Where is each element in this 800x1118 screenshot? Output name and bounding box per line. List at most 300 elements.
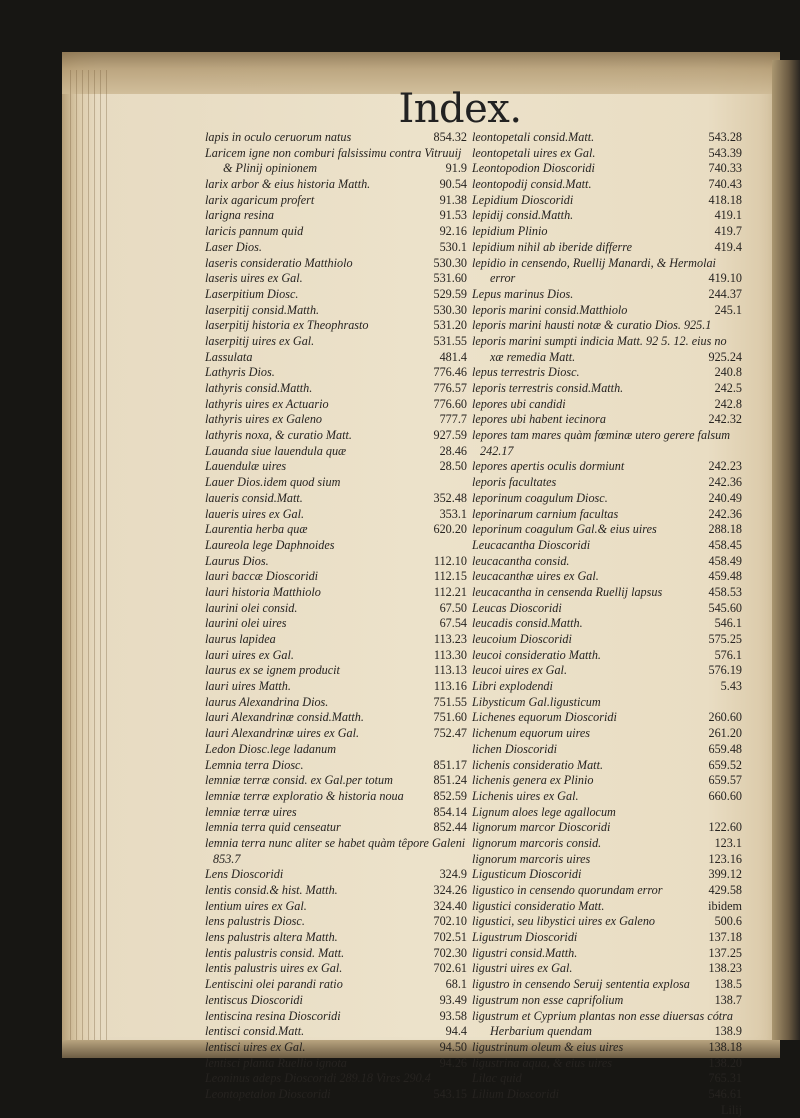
index-entry [472,224,742,240]
index-term: ligustici, seu libystici uires ex Galeno [472,914,656,929]
index-entry [472,663,742,679]
index-entry [472,428,742,444]
index-page-ref: 458.45 [708,537,742,552]
index-term: lemniæ terræ consid. ex Gal.per totum [205,773,393,788]
index-term: Lichenis uires ex Gal. [472,788,579,803]
index-entry [205,507,467,523]
index-page-ref: 543.15 [433,1086,467,1101]
index-page-ref: 93.49 [439,992,467,1007]
index-page-ref: 500.6 [714,914,742,929]
index-entry [205,789,467,805]
index-entry [205,773,467,789]
index-page-ref: 242.5 [714,381,742,395]
index-page-ref: 530.30 [433,255,467,270]
index-entry [205,459,467,475]
index-entry [205,1040,467,1056]
index-entry [205,679,467,695]
index-entry [205,318,467,334]
index-term: lathyris uires ex Galeno [205,412,323,427]
index-entry [205,648,467,664]
index-page-ref: 112.21 [433,584,467,599]
index-term: laurus lapidea [205,632,276,646]
index-term: Lemnia terra Diosc. [205,757,304,772]
index-term: laurini olei uires [205,616,287,631]
index-entry [472,350,742,366]
index-entry [472,632,742,648]
index-entry [472,334,742,350]
index-term: lentis palustris uires ex Gal. [205,961,343,976]
index-page-ref: 419.10 [708,271,742,286]
index-term: laurus ex se ignem producit [205,663,340,678]
index-term: Laurus Dios. [205,553,269,568]
index-entry [472,287,742,303]
index-term: laricis pannum quid [205,224,304,239]
index-page-ref: 324.40 [433,898,467,913]
index-term: lauri historia Matthiolo [205,584,321,599]
index-entry [472,177,742,193]
index-page-ref: 702.10 [433,914,467,929]
index-term: Lepidium Dioscoridi [472,192,574,207]
index-page-ref: 242.8 [714,396,742,411]
index-entry [472,914,742,930]
index-term: Leontopetalon Dioscoridi [205,1086,331,1101]
index-page-ref: 240.8 [714,365,742,380]
index-term: leucacantha in censenda Ruellij lapsus [472,584,663,599]
index-page-ref: 776.60 [433,396,467,411]
index-page-ref: 113.30 [433,647,467,662]
index-entry [472,1009,742,1025]
index-entry [472,412,742,428]
index-term: larix arbor & eius historia Matth. [205,177,371,192]
index-page-ref: 702.61 [433,961,467,976]
index-term: lignorum marcoris consid. [472,835,602,850]
index-page-ref: 740.33 [708,161,742,176]
index-page-ref: Lilij [721,1102,742,1117]
index-term: laserpitij consid.Matth. [205,302,320,317]
index-term: Leontopodion Dioscoridi [472,161,595,176]
index-entry [472,1056,742,1072]
index-page-ref: 67.54 [439,616,467,631]
index-entry [205,961,467,977]
index-entry [472,491,742,507]
index-term: Libri explodendi [472,679,553,694]
index-entry [472,789,742,805]
index-page-ref: 138.5 [714,977,742,992]
index-term: ligustico in censendo quorundam error [472,883,663,897]
index-page-ref: 751.55 [433,694,467,709]
index-entry [205,820,467,836]
index-entry [205,867,467,883]
index-page-ref: 419.1 [714,208,742,223]
index-page-ref: 852.44 [433,820,467,835]
index-page-ref: 91.9 [445,161,467,176]
index-term: ligustro in censendo Seruij sententia explosa [472,977,690,992]
index-page-ref: 113.23 [433,632,467,646]
index-term: laueris uires ex Gal. [205,506,305,521]
index-term: lentisci planta Ruellio ignota [205,1055,347,1070]
index-page-ref: 927.59 [433,428,467,443]
index-page-ref: 702.30 [433,945,467,960]
index-page-ref: 288.18 [708,522,742,537]
index-entry [205,256,467,272]
index-entry [472,569,742,585]
index-page-ref: 242.23 [708,459,742,474]
index-term: lemnia terra quid censeatur [205,820,341,835]
index-page-ref: 90.54 [439,177,467,192]
index-term: leporis terrestris consid.Matth. [472,381,624,395]
index-term: lichenis consideratio Matt. [472,757,603,772]
index-term: leontopodij consid.Matt. [472,177,592,192]
index-entry [205,161,467,177]
index-page-ref: 546.61 [708,1086,742,1101]
index-entry [205,475,467,491]
index-term: lemniæ terræ uires [205,804,297,819]
index-entry [472,271,742,287]
index-entry [472,946,742,962]
index-term: Ligustrum Dioscoridi [472,930,578,945]
index-entry [472,444,742,460]
index-term: Lentiscini olei parandi ratio [205,977,343,992]
index-term: larix agaricum profert [205,192,315,207]
index-entry [205,130,467,146]
index-page-ref: 765.31 [708,1071,742,1086]
index-term: lentisci consid.Matt. [205,1024,305,1039]
index-term: lemnia terra nunc aliter se habet quàm têpore Galeni [205,835,466,850]
index-entry [472,522,742,538]
index-term: Lathyris Dios. [205,365,275,380]
index-entry [205,522,467,538]
index-page-ref: 530.30 [433,302,467,317]
index-page-ref: 138.18 [708,1039,742,1054]
index-column-right [472,130,742,1118]
index-page-ref: 576.19 [708,663,742,678]
index-page-ref: 481.4 [439,349,467,364]
index-term: leucoi consideratio Matth. [472,647,601,662]
index-page-ref: 419.4 [714,239,742,254]
index-term: Lepus marinus Dios. [472,286,574,301]
index-entry [205,381,467,397]
index-term: leporis facultates [472,475,557,490]
index-entry [472,899,742,915]
index-page-ref: 138.20 [708,1055,742,1070]
index-entry [205,491,467,507]
index-term: lepores ubi habent iecinora [472,412,606,427]
index-term: Laureola lege Daphnoides [205,537,335,552]
index-term: laseris consideratio Matthiolo [205,255,353,270]
index-term: lichenum equorum uires [472,726,591,741]
index-term: lentis consid.& hist. Matth. [205,883,338,897]
index-entry [205,538,467,554]
index-page-ref: 852.59 [433,788,467,803]
index-term: lepores ubi candidi [472,396,566,411]
index-page-ref: 261.20 [708,726,742,741]
index-entry [205,695,467,711]
index-entry [472,679,742,695]
index-entry [472,381,742,397]
index-entry [205,350,467,366]
index-term: lauri Alexandrinæ consid.Matth. [205,710,364,725]
index-page-ref: 660.60 [708,788,742,803]
index-page-ref: 777.7 [439,412,467,427]
index-page-ref: 459.48 [708,569,742,584]
index-entry [472,240,742,256]
index-entry [472,852,742,868]
index-page-ref: 353.1 [439,506,467,521]
index-term: leporinum coagulum Gal.& eius uires [472,522,657,537]
index-page-ref: 28.50 [439,459,467,474]
index-page-ref: 91.53 [439,208,467,223]
index-term: lentiscina resina Dioscoridi [205,1008,341,1023]
index-term: leucacantha consid. [472,553,570,568]
index-page-ref: 751.60 [433,710,467,725]
index-entry [205,977,467,993]
index-entry [472,318,742,334]
index-page-ref: 531.60 [433,271,467,286]
index-term: lepidij consid.Matth. [472,208,574,223]
index-term: leontopetali consid.Matt. [472,130,595,144]
index-page-ref: 851.17 [433,757,467,772]
index-page-ref: 575.25 [708,632,742,646]
index-term: ligustici consideratio Matt. [472,898,605,913]
index-page-ref: 399.12 [708,867,742,882]
index-page-ref: 776.46 [433,365,467,380]
index-page-ref: 776.57 [433,381,467,395]
index-entry [205,993,467,1009]
index-term: laurus Alexandrina Dios. [205,694,329,709]
index-term: lauri uires Matth. [205,679,291,694]
index-page-ref: 92.16 [439,224,467,239]
index-entry [472,554,742,570]
index-entry [205,271,467,287]
index-term: ligustrina aqua, & eius uires [472,1055,613,1070]
index-term: Lignum aloes lege agallocum [472,804,616,819]
index-page-ref: 240.49 [708,490,742,505]
index-page-ref: 659.57 [708,773,742,788]
index-term: Lichenes equorum Dioscoridi [472,710,617,725]
index-entry [472,1040,742,1056]
index-page-ref: 137.25 [708,945,742,960]
index-page-ref: 854.14 [433,804,467,819]
index-term: leporinum coagulum Diosc. [472,490,608,505]
index-entry [472,1071,742,1087]
index-entry [472,161,742,177]
index-page-ref: 324.9 [439,867,467,882]
index-term: ligustrum et Cyprium plantas non esse diuersas cótra [472,1008,734,1023]
index-term: lens palustris Diosc. [205,914,305,929]
index-entry [205,428,467,444]
index-term: ligustrinum oleum & eius uires [472,1039,624,1054]
index-term: lepores apertis oculis dormiunt [472,459,625,474]
index-entry [472,648,742,664]
index-page-ref: 352.48 [433,490,467,505]
index-page-ref: 28.46 [439,443,467,458]
index-entry [205,287,467,303]
index-term: laserpitij uires ex Gal. [205,333,315,348]
index-page-ref: 546.1 [714,616,742,631]
index-term: Lilium Dioscoridi [472,1086,560,1101]
index-page-ref: 419.7 [714,224,742,239]
index-page-ref: 545.60 [708,600,742,615]
index-page-ref: 530.1 [439,239,467,254]
index-term: Herbarium quendam [490,1024,592,1039]
index-page-ref: 113.16 [433,679,467,694]
index-term: laserpitij historia ex Theophrasto [205,318,369,333]
index-term: Lens Dioscoridi [205,867,284,882]
index-column-left [205,130,467,1103]
index-page-ref: 324.26 [433,883,467,897]
index-term: lepores tam mares quàm fœminæ utero gerere falsum [472,428,731,443]
index-entry [205,1071,467,1087]
page-right-edge [772,60,800,1040]
index-term: lathyris noxa, & curatio Matt. [205,428,352,443]
index-term: lichen Dioscoridi [472,741,557,756]
index-entry [472,836,742,852]
index-page-ref: 68.1 [445,977,467,992]
page-gutter-edges [70,70,110,1050]
index-term: error [490,271,516,286]
index-entry [205,852,467,868]
index-term: 242.17 [480,443,514,458]
index-entry [472,507,742,523]
index-term: lentis palustris consid. Matt. [205,945,345,960]
index-entry [472,773,742,789]
index-page-ref: 94.50 [439,1039,467,1054]
index-entry [205,146,467,162]
index-entry [472,977,742,993]
index-term: lentisci uires ex Gal. [205,1039,306,1054]
index-term: leucoi uires ex Gal. [472,663,567,678]
index-page-ref: 122.60 [708,820,742,835]
index-term: Ledon Diosc.lege ladanum [205,741,336,756]
index-entry [472,805,742,821]
index-page-ref: 702.51 [433,930,467,945]
index-entry [472,710,742,726]
index-entry [205,726,467,742]
index-page-ref: 93.58 [439,1008,467,1023]
index-entry [205,303,467,319]
index-page-ref: 138.9 [714,1024,742,1039]
index-term: lepus terrestris Diosc. [472,365,580,380]
index-page-ref: 260.60 [708,710,742,725]
index-page-ref: 752.47 [433,726,467,741]
index-term: leontopetali uires ex Gal. [472,145,596,160]
index-entry [205,412,467,428]
index-entry [205,930,467,946]
index-term: leporinarum carnium facultas [472,506,619,521]
index-page-ref: 112.10 [433,553,467,568]
index-entry [205,365,467,381]
index-entry [472,867,742,883]
index-term: laueris consid.Matt. [205,490,303,505]
index-entry [472,193,742,209]
index-page-ref: 138.7 [714,992,742,1007]
index-term: larigna resina [205,208,274,223]
index-entry [472,585,742,601]
index-page-ref: 458.53 [708,584,742,599]
index-entry [205,177,467,193]
index-term: xæ remedia Matt. [490,349,576,364]
index-entry [205,946,467,962]
index-term: lemniæ terræ exploratio & historia noua [205,788,404,803]
index-term: ligustri uires ex Gal. [472,961,573,976]
index-page-ref: 458.49 [708,553,742,568]
index-page-ref: 5.43 [720,679,742,694]
index-entry [472,1024,742,1040]
index-entry [472,601,742,617]
index-entry [205,742,467,758]
index-page-ref: 94.26 [439,1055,467,1070]
index-term: laseris uires ex Gal. [205,271,303,286]
index-term: lepidium Plinio [472,224,548,239]
index-term: Laricem igne non comburi falsissimu contra Vitruuij [205,145,462,160]
index-page-ref: 418.18 [708,192,742,207]
index-term: lauri uires ex Gal. [205,647,294,662]
index-entry [472,758,742,774]
index-page-ref: 529.59 [433,286,467,301]
index-page-ref: 531.55 [433,333,467,348]
index-term: Laser Dios. [205,239,262,254]
index-term: lathyris consid.Matth. [205,381,313,395]
index-page-ref: 245.1 [714,302,742,317]
index-term: Lilac quid [472,1071,522,1086]
index-term: Leucas Dioscoridi [472,600,562,615]
index-entry [472,208,742,224]
index-entry [472,130,742,146]
index-term: leporis marini consid.Matthiolo [472,302,628,317]
index-term: ligustrum non esse caprifolium [472,992,624,1007]
index-page-ref: 67.50 [439,600,467,615]
index-term: Lauer Dios.idem quod sium [205,475,341,490]
index-page-ref: 543.39 [708,145,742,160]
index-page-ref: 123.16 [708,851,742,866]
index-page-ref: 138.23 [708,961,742,976]
index-term: lens palustris altera Matth. [205,930,338,945]
index-entry [472,365,742,381]
index-entry [472,961,742,977]
index-term: lentium uires ex Gal. [205,898,307,913]
index-page-ref: 620.20 [433,522,467,537]
index-entry [205,710,467,726]
index-entry [205,224,467,240]
index-term: Leoninus adeps Dioscoridi 289.18 Vires 290.4 [205,1071,431,1086]
index-entry [472,256,742,272]
index-entry [472,397,742,413]
index-page-ref: 576.1 [714,647,742,662]
index-entry [205,1056,467,1072]
index-page-ref: 543.28 [708,130,742,144]
index-term: leporis marini sumpti indicia Matt. 92 5. 12. eius no [472,333,727,348]
index-term: Leucacantha Dioscoridi [472,537,591,552]
index-entry [472,146,742,162]
index-entry [472,820,742,836]
index-entry [205,663,467,679]
index-term: lignorum marcoris uires [472,851,591,866]
index-term: lapis in oculo ceruorum natus [205,130,352,144]
index-term: & Plinij opinionem [223,161,318,176]
index-entry [205,632,467,648]
index-entry [205,444,467,460]
index-term: Laserpitium Diosc. [205,286,299,301]
index-entry [205,914,467,930]
index-term: Lassulata [205,349,253,364]
index-entry [472,993,742,1009]
index-page-ref: 123.1 [714,835,742,850]
index-entry [472,726,742,742]
index-term: leucoium Dioscoridi [472,632,572,646]
index-page-ref: 242.36 [708,506,742,521]
index-term: 853.7 [213,851,241,866]
index-entry [205,616,467,632]
